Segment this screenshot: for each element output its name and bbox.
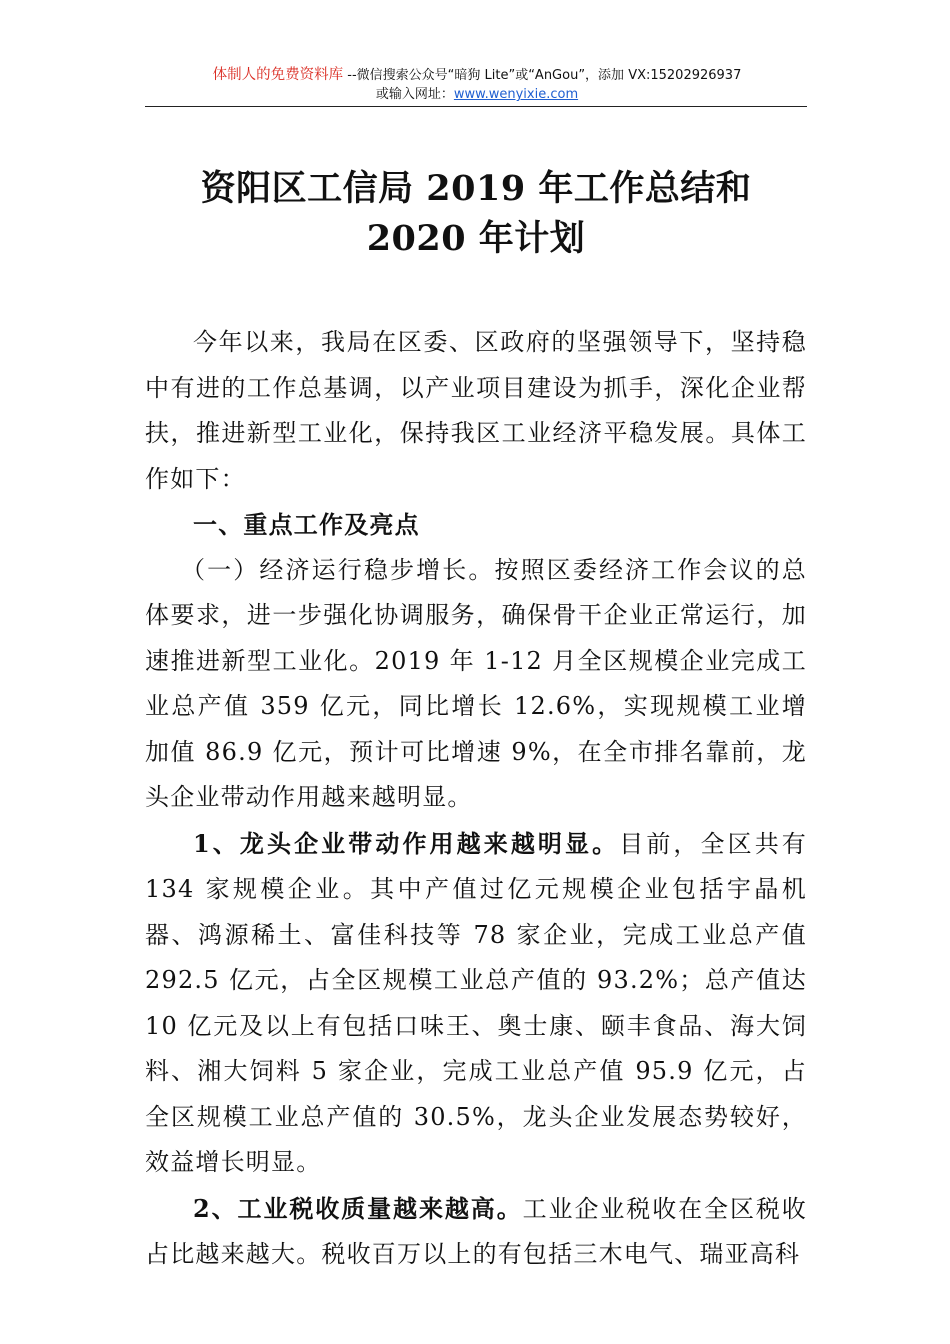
header-url-label: 或输入网址： xyxy=(375,87,454,102)
section-heading-1: 一、重点工作及亮点 xyxy=(193,510,420,539)
header-brand: 体制人的免费资料库 xyxy=(212,67,344,83)
subsection-paragraph-1: （一）经济运行稳步增长。按照区委经济工作会议的总体要求，进一步强化协调服务，确保骨干企业正常运行，加速推进新型工业化。2019 年 1-12 月全区规模企业完成工业总产值 359 亿元，同比增长 12.6%，实现规模工业增加值 86.9 亿元，预计可比增速 9%，在全市排名靠前，龙头企业带动作用越来越明显。 xyxy=(145,555,807,811)
item-paragraph-1 xyxy=(145,821,807,1186)
item-1-text: 目前，全区共有 134 家规模企业。其中产值过亿元规模企业包括宇晶机器、鸿源稀土、富佳科技等 78 家企业，完成工业总产值 292.5 亿元，占全区规模工业总产值的 93.2%；总产值达 10 亿元及以上有包括口味王、奥士康、颐丰食品、海大饲料、湘大饲料 5 家企业，完成工业总产值 95.9 亿元，占全区规模工业总产值的 30.5%，龙头企业发展态势较好，效益增长明显。 xyxy=(145,829,807,1176)
item-2-heading: 2、工业税收质量越来越高。 xyxy=(193,1193,523,1223)
page-header xyxy=(147,66,807,104)
header-info: --微信搜索公众号“暗狗 Lite”或“AnGou”，添加 VX:15202926937 xyxy=(343,68,742,83)
item-1-heading: 1、龙头企业带动作用越来越明显。 xyxy=(193,828,620,858)
item-2-text: 工业企业税收在全区税收占比越来越大。税收百万以上的有包括三木电气、瑞亚高科 xyxy=(145,1194,807,1268)
header-divider xyxy=(145,106,807,107)
document-body xyxy=(145,320,807,1278)
header-line-1 xyxy=(147,66,807,85)
document-title: 资阳区工信局 2019 年工作总结和 2020 年计划 xyxy=(200,168,752,259)
item-paragraph-2 xyxy=(145,1186,807,1278)
header-url-link[interactable]: www.wenyixie.com xyxy=(453,87,579,102)
intro-paragraph: 今年以来，我局在区委、区政府的坚强领导下，坚持稳中有进的工作总基调，以产业项目建设为抓手，深化企业帮扶，推进新型工业化，保持我区工业经济平稳发展。具体工作如下： xyxy=(145,328,807,493)
header-line-2 xyxy=(147,85,807,104)
